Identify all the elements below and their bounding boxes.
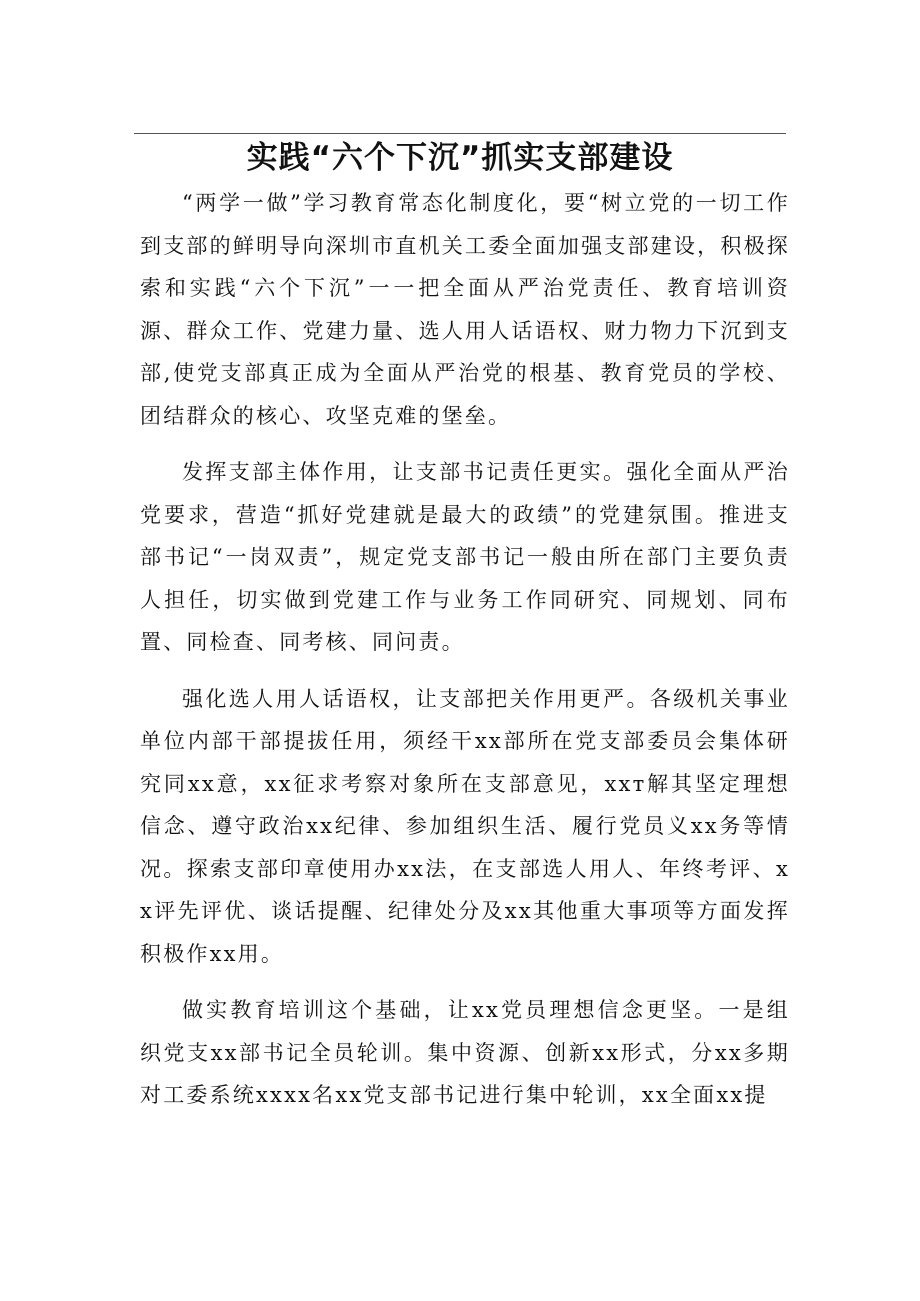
- header-rule: [134, 133, 786, 134]
- paragraph-intro: “两学一做”学习教育常态化制度化，要“树立党的一切工作到支部的鲜明导向深圳市直机关工委全面加强支部建设，积极探索和实践“六个下沉”一一把全面从严治党责任、教育培训资源、群众工作、党建力量、选人用人话语权、财力物力下沉到支部,使党支部真正成为全面从严治党的根基、教育党员的学校、团结群众的核心、攻坚克难的堡垒。: [140, 191, 790, 428]
- paragraph-branch-secretary: 发挥支部主体作用，让支部书记责任更实。强化全面从严治党要求，营造“抓好党建就是最大的政绩”的党建氛围。推进支部书记“一岗双责”，规定党支部书记一般由所在部门主要负责人担任，切实做到党建工作与业务工作同研究、同规划、同布置、同检查、同考核、同问责。: [140, 460, 790, 654]
- paragraph-personnel-selection: 强化选人用人话语权，让支部把关作用更严。各级机关事业单位内部干部提拔任用，须经干xx部所在党支部委员会集体研究同xx意，xx征求考察对象所在支部意见，xxт解其坚定理想信念、遵守政治xx纪律、参加组织生活、履行党员义xx务等情况。探索支部印章使用办xx法，在支部选人用人、年终考评、xx评先评优、谈话提醒、纪律处分及xx其他重大事项等方面发挥积极作xx用。: [140, 686, 790, 966]
- paragraph-education-training: 做实教育培训这个基础，让xx党员理想信念更坚。一是组织党支xx部书记全员轮训。集中资源、创新xx形式，分xx多期对工委系统xxxx名xx党支部书记进行集中轮训，xx全面xx提: [140, 998, 790, 1107]
- document-body: [140, 182, 790, 1131]
- document-title: 实践“六个下沉”抓实支部建设: [246, 140, 674, 176]
